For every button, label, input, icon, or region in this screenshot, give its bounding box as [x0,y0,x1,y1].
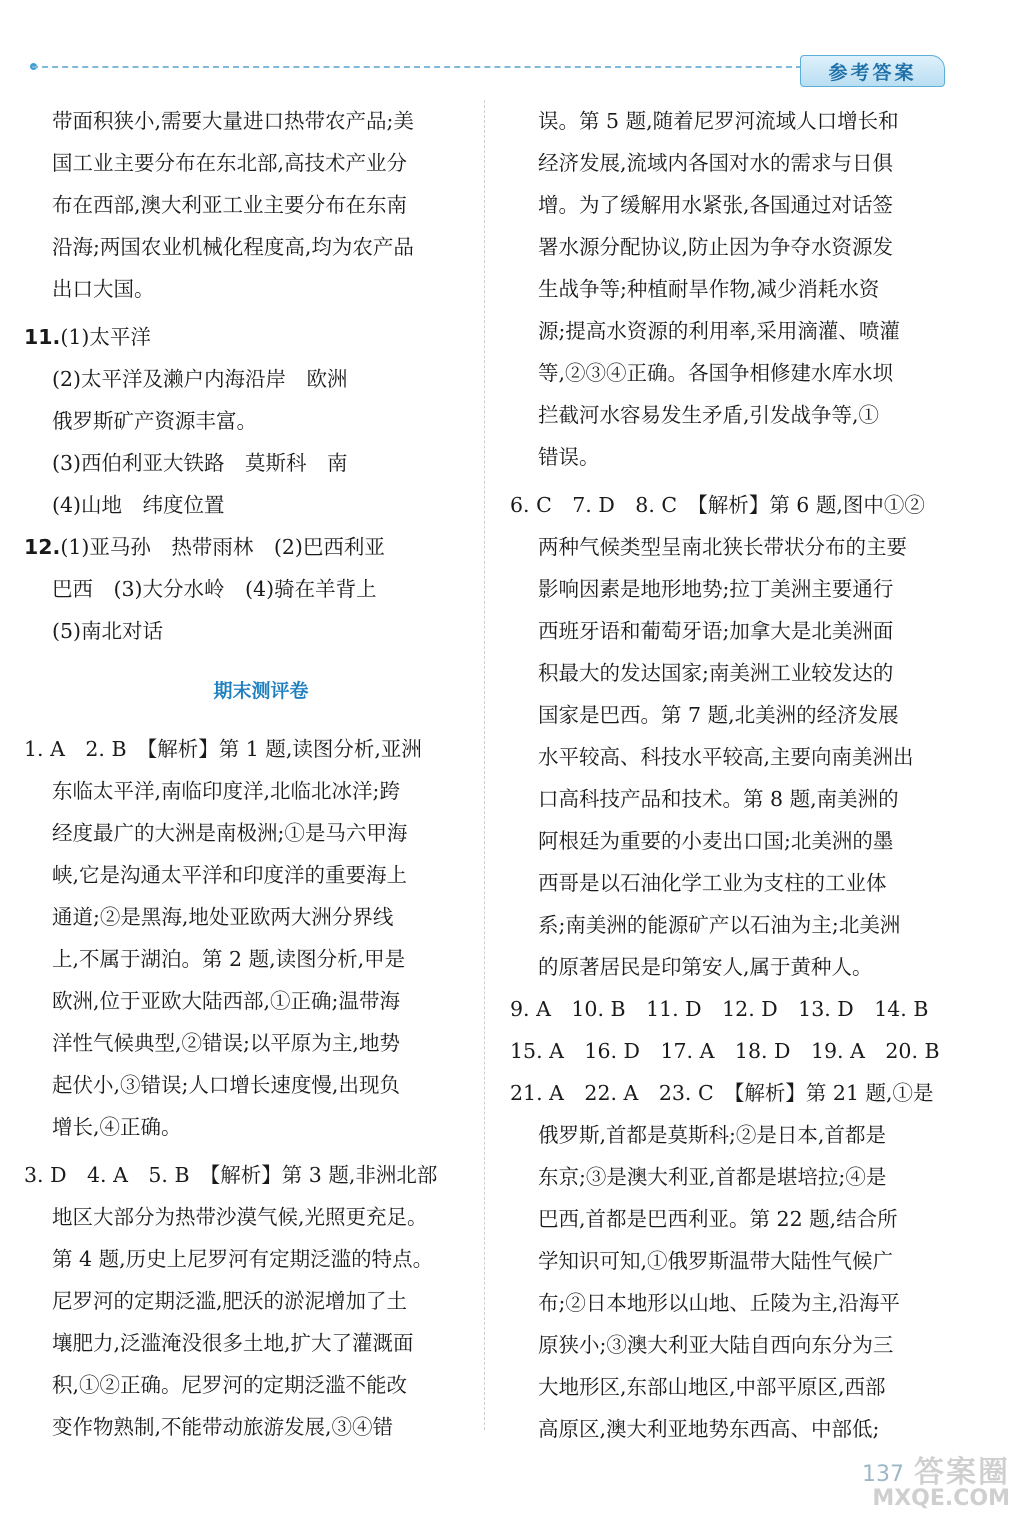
text-line: 起伏小,③错误;人口增长速度慢,出现负 [52,1073,400,1097]
text-line: 拦截河水容易发生矛盾,引发战争等,① [538,403,880,427]
text-line: 积最大的发达国家;南美洲工业较发达的 [538,661,894,685]
text-line: 增长,④正确。 [52,1115,182,1139]
column-divider [484,100,485,1430]
answer-11-line: (2)太平洋及濑户内海沿岸 欧洲 [52,367,348,391]
text-line: 欧洲,位于亚欧大陆西部,①正确;温带海 [52,989,400,1013]
text-line: 系;南美洲的能源矿产以石油为主;北美洲 [538,913,901,937]
text-line: 西班牙语和葡萄牙语;加拿大是北美洲面 [538,619,894,643]
text-line: 第 4 题,历史上尼罗河有定期泛滥的特点。 [52,1247,434,1271]
text-line: 原狭小;③澳大利亚大陆自西向东分为三 [538,1333,894,1357]
answer-21-23 [510,1072,950,1450]
answer-head: 6. C 7. D 8. C 【解析】第 6 题,图中①② [510,493,925,517]
right-column [510,100,950,1450]
continued-text [24,100,470,310]
text-line: 增。为了缓解用水紧张,各国通过对话签 [538,193,894,217]
answer-12-line: 巴西 (3)大分水岭 (4)骑在羊背上 [52,577,377,601]
answer-12-line: 12.(1)亚马孙 热带雨林 (2)巴西利亚 [24,535,385,559]
text-line: 积,①②正确。尼罗河的定期泛滥不能改 [52,1373,408,1397]
text-line: 影响因素是地形地势;拉丁美洲主要通行 [538,577,894,601]
text-line: 洋性气候典型,②错误;以平原为主,地势 [52,1031,400,1055]
text-line: 峡,它是沟通太平洋和印度洋的重要海上 [52,863,408,887]
answer-6-8 [510,484,950,988]
text-line: 阿根廷为重要的小麦出口国;北美洲的墨 [538,829,894,853]
text-line: 东京;③是澳大利亚,首都是堪培拉;④是 [538,1165,887,1189]
page-number: 137 [862,1462,904,1487]
answer-12-line: (5)南北对话 [52,619,164,643]
text-line: 带面积狭小,需要大量进口热带农产品;美 [52,109,414,133]
text-line: 尼罗河的定期泛滥,肥沃的淤泥增加了土 [52,1289,408,1313]
text-line: 大地形区,东部山地区,中部平原区,西部 [538,1375,886,1399]
section-title: 期末测评卷 [213,680,309,702]
answer-head: 21. A 22. A 23. C 【解析】第 21 题,①是 [510,1081,934,1105]
choice-answers-row: 15. A 16. D 17. A 18. D 19. A 20. B [510,1039,940,1063]
answer-11-line: 11.(1)太平洋 [24,325,151,349]
answer-3-5 [24,1154,470,1448]
answer-11-line: (4)山地 纬度位置 [52,493,225,517]
answer-number: 12. [24,535,61,559]
text-line: 沿海;两国农业机械化程度高,均为农产品 [52,235,414,259]
text-line: 经度最广的大洲是南极洲;①是马六甲海 [52,821,408,845]
text-line: 源;提高水资源的利用率,采用滴灌、喷灌 [538,319,900,343]
answer-number: 11. [24,325,61,349]
text-line: 错误。 [538,445,600,469]
text-line: 署水源分配协议,防止因为争夺水资源发 [538,235,894,259]
text-line: 水平较高、科技水平较高,主要向南美洲出 [538,745,914,769]
answer-head: 3. D 4. A 5. B 【解析】第 3 题,非洲北部 [24,1163,438,1187]
text-line: 学知识可知,①俄罗斯温带大陆性气候广 [538,1249,894,1273]
text-line: 的原著居民是印第安人,属于黄种人。 [538,955,873,979]
text-line: 西哥是以石油化学工业为支柱的工业体 [538,871,887,895]
text-line: 布在西部,澳大利亚工业主要分布在东南 [52,193,408,217]
text-line: 上,不属于湖泊。第 2 题,读图分析,甲是 [52,947,406,971]
continued-text [510,100,950,478]
left-column [24,100,470,1448]
answer-head: 1. A 2. B 【解析】第 1 题,读图分析,亚洲 [24,737,422,761]
header-dashed-line [32,66,802,68]
answer-1-2 [24,728,470,1148]
text-line: 两种气候类型呈南北狭长带状分布的主要 [538,535,907,559]
text-line: 变作物熟制,不能带动旅游发展,③④错 [52,1415,394,1439]
text-line: 经济发展,流域内各国对水的需求与日俱 [538,151,894,175]
text-line: 壤肥力,泛滥淹没很多土地,扩大了灌溉面 [52,1331,414,1355]
text-line: 地区大部分为热带沙漠气候,光照更充足。 [52,1205,428,1229]
answer-12 [24,526,470,652]
watermark-logo: 答案圈 MXQE.COM [872,1455,1010,1511]
text-line: 国家是巴西。第 7 题,北美洲的经济发展 [538,703,899,727]
text-line: 国工业主要分布在东北部,高技术产业分 [52,151,408,175]
text-line: 通道;②是黑海,地处亚欧两大洲分界线 [52,905,394,929]
text-line: 高原区,澳大利亚地势东西高、中部低; [538,1417,880,1441]
text-line: 出口大国。 [52,277,155,301]
text-line: 生战争等;种植耐旱作物,减少消耗水资 [538,277,880,301]
answer-11-line: 俄罗斯矿产资源丰富。 [52,409,257,433]
answer-11 [24,316,470,526]
text-line: 巴西,首都是巴西利亚。第 22 题,结合所 [538,1207,898,1231]
text-line: 等,②③④正确。各国争相修建水库水坝 [538,361,894,385]
text-line: 布;②日本地形以山地、丘陵为主,沿海平 [538,1291,900,1315]
header-tab-label: 参考答案 [800,55,945,87]
text-line: 东临太平洋,南临印度洋,北临北冰洋;跨 [52,779,400,803]
text-line: 俄罗斯,首都是莫斯科;②是日本,首都是 [538,1123,886,1147]
answer-11-line: (3)西伯利亚大铁路 莫斯科 南 [52,451,348,475]
choice-answers-row: 9. A 10. B 11. D 12. D 13. D 14. B [510,997,929,1021]
text-line: 误。第 5 题,随着尼罗河流域人口增长和 [538,109,899,133]
text-line: 口高科技产品和技术。第 8 题,南美洲的 [538,787,899,811]
